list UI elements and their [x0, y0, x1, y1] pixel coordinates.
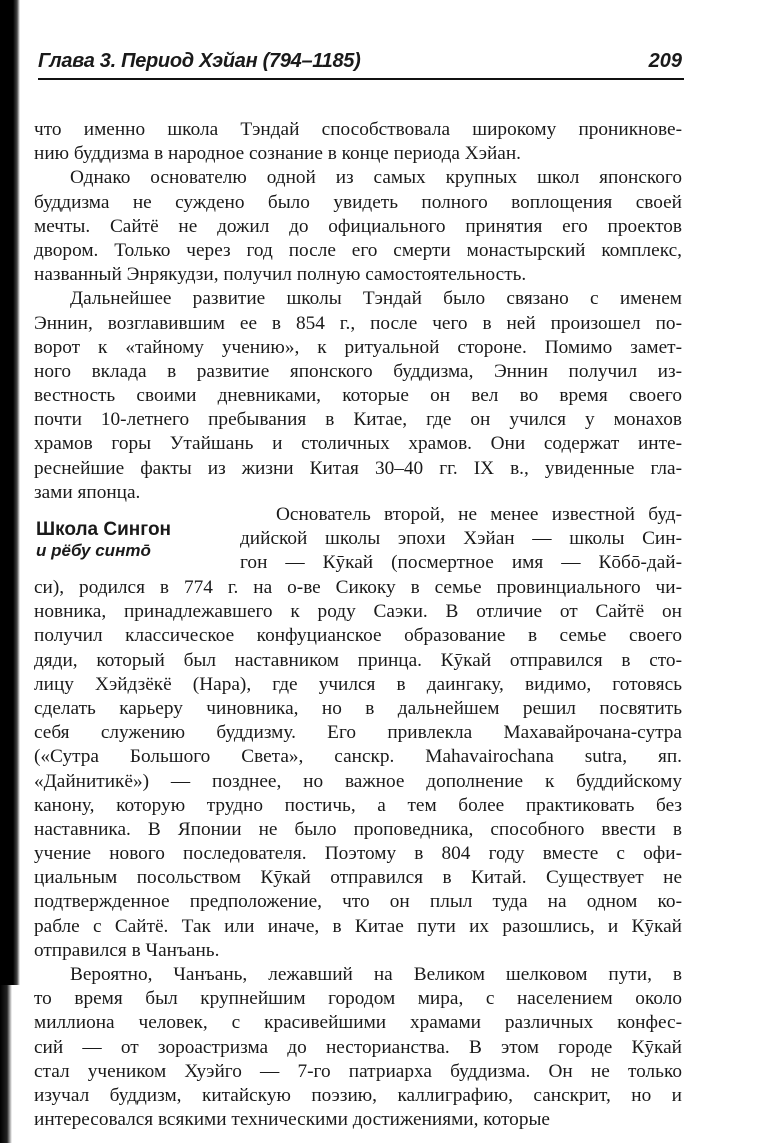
page-number: 209 [648, 50, 682, 72]
text-line: Эннин, возглавившим ее в 854 г., после чего в ней произошел по- [34, 312, 682, 334]
text-line: зами японца. [34, 481, 141, 503]
text-line: Дальнейшее развитие школы Тэндай было связано с именем [70, 288, 682, 310]
text-line: сий — от зороастризма до несторианства. В этом городе Кӯкай [34, 1036, 682, 1058]
text-line: си), родился в 774 г. на о-ве Сикоку в семье провинциального чи- [34, 577, 682, 598]
text-line: получил классическое конфуцианское образование в семье своего [34, 625, 682, 647]
scan-edge-shadow-bottom [0, 985, 12, 1143]
body-text-wrapped [240, 503, 682, 576]
text-line: дяди, который был наставником принца. Кӯкай отправился в сто- [34, 649, 682, 671]
text-line: миллиона человек, с красивейшими храмами различных конфес- [34, 1012, 682, 1034]
text-line: гон — Кӯкай (посмертное имя — Кōбō-дай- [240, 552, 682, 574]
text-line: Основатель второй, не менее известной буд- [276, 504, 682, 525]
text-line: сделать карьеру чиновника, но в дальнейшем решил посвятить [34, 697, 682, 719]
text-line: отправился в Чанъань. [34, 939, 220, 961]
text-line: лицу Хэйдзёкё (Нара), где учился в даингаку, видимо, готовясь [34, 673, 682, 695]
text-line: («Сутра Большого Света», санскр. Mahavairochana sutra, яп. [34, 746, 682, 768]
text-line: учение нового последователя. Поэтому в 804 году вместе с офи- [34, 843, 682, 865]
text-line: нию буддизма в народное сознание в конце периода Хэйан. [34, 143, 522, 165]
text-line: что именно школа Тэндай способствовала широкому проникнове- [34, 119, 682, 140]
text-line: дийской школы эпохи Хэйан — школы Син- [240, 528, 682, 550]
text-line: новника, принадлежавшего к роду Саэки. В отличие от Сайтё он [34, 601, 682, 623]
text-line: реснейшие факты из жизни Китая 30–40 гг. IX в., увиденные гла- [34, 457, 682, 479]
section-heading-subtitle: и рёбу синтō [36, 541, 151, 560]
text-line: циальным посольством Кӯкай отправился в Китай. Существует не [34, 867, 682, 889]
text-line: то время был крупнейшим городом мира, с населением около [34, 988, 682, 1010]
text-line: двором. Только через год после его смерти монастырский комплекс, [34, 239, 682, 261]
text-line: себя служению буддизму. Его привлекла Махавайрочана-сутра [34, 722, 682, 744]
text-line: «Дайнитикё») — позднее, но важное дополнение к буддийскому [34, 770, 682, 792]
section-heading [36, 519, 226, 561]
body-text-bottom [34, 576, 682, 1132]
body-text-top [34, 118, 682, 505]
text-line: буддизма не суждено было увидеть полного воплощения своей [34, 191, 682, 213]
text-line: подтвержденное предположение, что он плыл туда на одном ко- [34, 891, 682, 913]
text-line: ворот к «тайному учению», к ритуальной стороне. Помимо замет- [34, 336, 682, 358]
text-line: Вероятно, Чанъань, лежавший на Великом шелковом пути, в [70, 964, 682, 985]
text-line: изучал буддизм, китайскую поэзию, каллиграфию, санскрит, но и [34, 1084, 682, 1106]
section-heading-title: Школа Сингон [36, 519, 172, 540]
text-line: мечты. Сайтё не дожил до официального принятия его проектов [34, 215, 682, 237]
text-line: стал учеником Хуэйго — 7-го патриарха буддизма. Он не только [34, 1060, 682, 1082]
text-line: храмов горы Утайшань и столичных храмов. Они содержат инте- [34, 433, 682, 455]
text-line: названный Энрякудзи, получил полную самостоятельность. [34, 264, 527, 286]
text-line: рабле с Сайтё. Так или иначе, в Китае пути их разошлись, и Кӯкай [34, 915, 682, 937]
text-line: почти 10-летнего пребывания в Китае, где он учился у монахов [34, 409, 682, 431]
scan-edge-shadow [0, 0, 20, 985]
text-line: наставника. В Японии не было проповедника, способного ввести в [34, 818, 682, 840]
chapter-title: Глава 3. Период Хэйан (794–1185) [38, 50, 361, 72]
text-line: канону, которую трудно постичь, а тем более практиковать без [34, 794, 682, 816]
text-line: ного вклада в развитие японского буддизма, Эннин получил из- [34, 360, 682, 382]
text-line: вестность своими дневниками, которые он вел во время своего [34, 385, 682, 407]
running-header [38, 48, 684, 80]
text-line: Однако основателю одной из самых крупных школ японского [70, 167, 682, 189]
text-line: интересовался всякими техническими достижениями, которые [34, 1109, 550, 1131]
